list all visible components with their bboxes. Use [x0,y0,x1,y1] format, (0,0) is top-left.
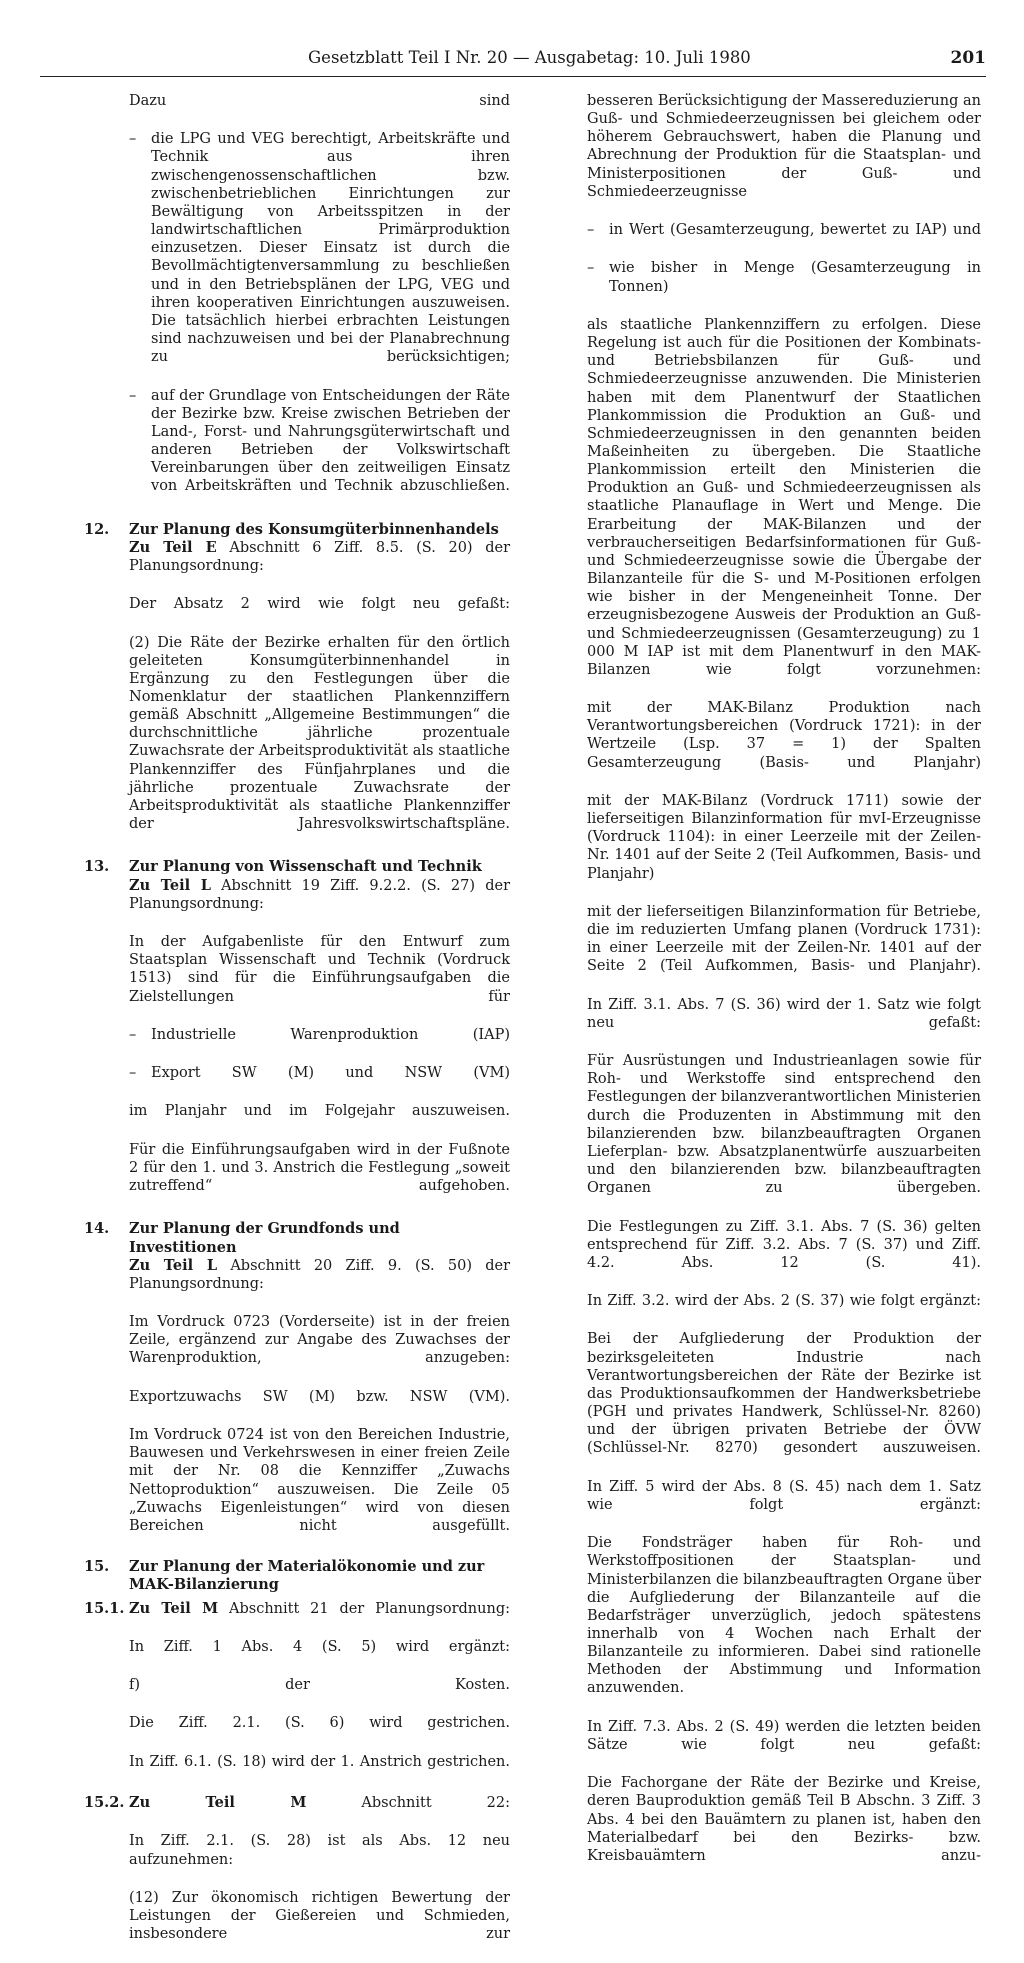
reference-text: Abschnitt 20 Ziff. 9. (S. 50) der Planungsordnung: [129,1257,511,1292]
dash-marker: – [129,1026,137,1043]
paragraph: In Ziff. 3.1. Abs. 7 (S. 36) wird der 1. Satz wie folgt neu gefaßt: [587,996,981,1031]
paragraph: Im Vordruck 0723 (Vorderseite) ist in der freien Zeile, ergänzend zur Angabe des Zuwachses der Warenproduktion, anzugeben: [129,1314,510,1367]
section-reference [129,877,510,931]
intro-text: Dazu sind [129,93,510,109]
right-column [587,92,981,1885]
paragraph: mit der lieferseitigen Bilanzinformation für Betriebe, die im reduzierten Umfang planen (Vordruck 1731): in einer Leerzeile mit der Zeilen-Nr. 1401 auf der Seite 2 (Teil Aufkommen, Basis- und Planjahr). [587,903,981,975]
section-heading: Zur Planung der Grundfonds und Investitionen [129,1220,400,1256]
paragraph: Die Fondsträger haben für Roh- und Werkstoffpositionen der Staatsplan- und Ministerbilanzen die bilanzbeauftragten Organe über die Aufgliederung der Bilanzanteile auf die Bedarfsträger unverzüglich, jedoch spätestens innerhalb von 4 Wochen nach Erhalt der Bilanzanteile zu informieren. Dabei sind rationelle Methoden der Abstimmung und Information anzuwenden. [587,1535,981,1697]
paragraph: In Ziff. 6.1. (S. 18) wird der 1. Anstrich gestrichen. [129,1753,510,1770]
list-item-text: wie bisher in Menge (Gesamterzeugung in Tonnen) [609,260,981,295]
section-15-2 [84,1794,510,1961]
section-15 [84,1558,510,1594]
reference-text: Abschnitt 22: [361,1795,510,1812]
section-number: 14. [84,1220,110,1238]
section-number: 15.2. [84,1794,125,1812]
reference-part: Zu Teil L [129,876,211,894]
paragraph: Für die Einführungsaufgaben wird in der Fußnote 2 für den 1. und 3. Anstrich die Festlegung „soweit zutreffend“ aufgehoben. [129,1141,510,1195]
section-heading: Zur Planung von Wissenschaft und Technik [129,858,482,876]
paragraph: Für Ausrüstungen und Industrieanlagen sowie für Roh- und Werkstoffe sind entsprechend den Festlegungen der bilanzverantwortlichen Ministerien durch die Produzenten in Abstimmung mit den bilanzierenden bzw. bilanzbeauftragten Organen Lieferplan- bzw. Absatzplanentwürfe auszuarbeiten und den bilanzierenden bzw. bilanzbeauftragten Organen zu übergeben. [587,1053,981,1197]
reference-text: Abschnitt 19 Ziff. 9.2.2. (S. 27) der Planungsordnung: [129,877,510,912]
paragraph: im Planjahr und im Folgejahr auszuweisen. [129,1103,510,1120]
section-number: 12. [84,520,110,538]
paragraph: mit der MAK-Bilanz Produktion nach Verantwortungsbereichen (Vordruck 1721): in der Wertzeile (Lsp. 37 = 1) der Spalten Gesamterzeugung (Basis- und Planjahr) [587,700,981,771]
reference-part: Zu Teil M [129,1794,307,1812]
list-item-text: Industrielle Warenproduktion (IAP) [151,1026,510,1043]
list-item [587,259,981,313]
dash-marker: – [587,222,595,239]
reference-text: Abschnitt 21 der Planungsordnung: [229,1600,510,1617]
dash-marker: – [587,260,595,277]
paragraph: besseren Berücksichtigung der Massereduzierung an Guß- und Schmiedeerzeugnissen bei gleichem oder höherem Gebrauchswert, haben die Planung und Abrechnung der Produktion für die Staatsplan- und Ministerpositionen der Guß- und Schmiedeerzeugnisse [587,93,981,200]
section-reference [129,1600,510,1636]
page-number: 201 [950,48,986,68]
section-15-1 [84,1600,510,1790]
section-reference [129,539,510,593]
paragraph: (2) Die Räte der Bezirke erhalten für den örtlich geleiteten Konsumgüterbinnenhandel in Ergänzung zu den Festlegungen über die Nomenklatur der staatlichen Plankennziffern gemäß Abschnitt „Allgemeine Bestimmungen“ die durchschnittliche jährliche prozentuale Zuwachsrate der Arbeitsproduktivität als staatliche Plankennziffer des Fünfjahrplanes und die jährliche prozentuale Zuwachsrate der Arbeitsproduktivität als staatliche Plankennziffer der Jahresvolkswirtschaftspläne. [129,634,510,833]
paragraph: In Ziff. 2.1. (S. 28) ist als Abs. 12 neu aufzunehmen: [129,1833,510,1868]
dash-marker: – [129,1065,137,1082]
paragraph: Exportzuwachs SW (M) bzw. NSW (VM). [129,1388,510,1405]
paragraph: Die Ziff. 2.1. (S. 6) wird gestrichen. [129,1715,510,1732]
left-column [84,92,510,1963]
list-item-text: in Wert (Gesamterzeugung, bewertet zu IAP) und [609,222,981,239]
section-heading: Zur Planung der Materialökonomie und zur MAK-Bilanzierung [129,1558,485,1594]
paragraph: In der Aufgabenliste für den Entwurf zum Staatsplan Wissenschaft und Technik (Vordruck 1513) sind für die Einführungsaufgaben die Zielstellungen für [129,934,510,1005]
section-number: 15.1. [84,1599,125,1617]
header-title: Gesetzblatt Teil I Nr. 20 — Ausgabetag: 10. Juli 1980 [308,48,751,67]
paragraph: In Ziff. 7.3. Abs. 2 (S. 49) werden die letzten beiden Sätze wie folgt neu gefaßt: [587,1718,981,1753]
list-item [129,130,510,384]
paragraph: Bei der Aufgliederung der Produktion der bezirksgeleiteten Industrie nach Verantwortungsbereichen der Räte der Bezirke ist das Produktionsaufkommen der Handwerksbetriebe (PGH und privates Handwerk, Schlüssel-Nr. 8260) und der übrigen privaten Betriebe der ÖVW (Schlüssel-Nr. 8270) gesondert auszuweisen. [587,1331,981,1457]
section-reference [129,1257,510,1311]
list-item [129,1064,510,1100]
section-heading: Zur Planung des Konsumgüterbinnenhandels [129,520,499,538]
page-header [40,46,986,77]
reference-part: Zu Teil M [129,1599,219,1617]
paragraph: f) der Kosten. [129,1677,510,1694]
section-12 [84,521,510,852]
paragraph: Der Absatz 2 wird wie folgt neu gefaßt: [129,596,510,613]
reference-part: Zu Teil E [129,538,217,556]
paragraph: Die Festlegungen zu Ziff. 3.1. Abs. 7 (S. 36) gelten entsprechend für Ziff. 3.2. Abs. 7 (S. 37) und Ziff. 4.2. Abs. 12 (S. 41). [587,1218,981,1271]
list-item-text: Export SW (M) und NSW (VM) [151,1065,510,1082]
dash-marker: – [129,131,137,148]
list-item-text: auf der Grundlage von Entscheidungen der Räte der Bezirke bzw. Kreise zwischen Betrieben der Land-, Forst- und Nahrungsgüterwirtschaft und anderen Betrieben der Volkswirtschaft Vereinbarungen über den zeitweiligen Einsatz von Arbeitskräften und Technik abzuschließen. [151,387,510,495]
paragraph: Im Vordruck 0724 ist von den Bereichen Industrie, Bauwesen und Verkehrswesen in einer freien Zeile mit der Nr. 08 die Kennziffer „Zuwachs Nettoproduktion“ auszuweisen. Die Zeile 05 „Zuwachs Eigenleistungen“ wird von diesen Bereichen nicht ausgefüllt. [129,1427,510,1534]
reference-part: Zu Teil L [129,1256,218,1274]
section-14 [84,1220,510,1553]
dash-marker: – [129,387,137,404]
section-number: 15. [84,1558,110,1576]
section-reference [129,1794,510,1830]
list-item [129,387,510,514]
reference-text: Abschnitt 6 Ziff. 8.5. (S. 20) der Planungsordnung: [129,539,511,574]
list-item [129,1026,510,1062]
list-item [587,221,981,257]
section-number: 13. [84,858,110,876]
paragraph: mit der MAK-Bilanz (Vordruck 1711) sowie der lieferseitigen Bilanzinformation für mvI-Erzeugnisse (Vordruck 1104): in einer Leerzeile mit der Zeilen-Nr. 1401 auf der Seite 2 (Teil Aufkommen, Basis- und Planjahr) [587,792,981,882]
paragraph: als staatliche Plankennziffern zu erfolgen. Diese Regelung ist auch für die Positionen der Kombinats- und Betriebsbilanzen für Guß- und Schmiedeerzeugnisse anzuwenden. Die Ministerien haben mit dem Planentwurf der Staatlichen Plankommission die Produktion an Guß- und Schmiedeerzeugnissen in den genannten beiden Maßeinheiten zu übergeben. Die Staatliche Plankommission erteilt den Ministerien die Produktion an Guß- und Schmiedeerzeugnissen als staatliche Planauflage in Wert und Menge. Die Erarbeitung der MAK-Bilanzen und der verbraucherseitigen Bedarfsinformationen für Guß- und Schmiedeerzeugnisse sowie die Übergabe der Bilanzanteile für die S- und M-Positionen erfolgen wie bisher in der Mengeneinheit Tonne. Der erzeugnisbezogene Ausweis der Produktion an Guß- und Schmiedeerzeugnissen (Gesamterzeugung) zu 1 000 M IAP ist mit dem Planentwurf in den MAK-Bilanzen wie folgt vorzunehmen: [587,316,981,678]
paragraph: Die Fachorgane der Räte der Bezirke und Kreise, deren Bauproduktion gemäß Teil B Abschn. 3 Ziff. 3 Abs. 4 bei den Bauämtern zu planen ist, haben den Materialbedarf bei den Bezirks- bzw. Kreisbauämtern anzu- [587,1775,981,1864]
paragraph: In Ziff. 5 wird der Abs. 8 (S. 45) nach dem 1. Satz wie folgt ergänzt: [587,1478,981,1513]
paragraph: In Ziff. 3.2. wird der Abs. 2 (S. 37) wie folgt ergänzt: [587,1293,981,1310]
paragraph: In Ziff. 1 Abs. 4 (S. 5) wird ergänzt: [129,1638,510,1655]
section-13 [84,858,510,1213]
list-item-text: die LPG und VEG berechtigt, Arbeitskräfte und Technik aus ihren zwischengenossenschaftlichen bzw. zwischenbetrieblichen Einrichtungen zur Bewältigung von Arbeitsspitzen in der landwirtschaftlichen Primärproduktion einzusetzen. Dieser Einsatz ist durch die Bevollmächtigtenversammlung zu beschließen und in den Betriebsplänen der LPG, VEG und ihren kooperativen Einrichtungen auszuweisen. Die tatsächlich hierbei erbrachten Leistungen sind nachzuweisen und bei der Planabrechnung zu berücksichtigen; [151,131,510,366]
paragraph: (12) Zur ökonomisch richtigen Bewertung der Leistungen der Gießereien und Schmieden, insbesondere zur [129,1889,510,1943]
